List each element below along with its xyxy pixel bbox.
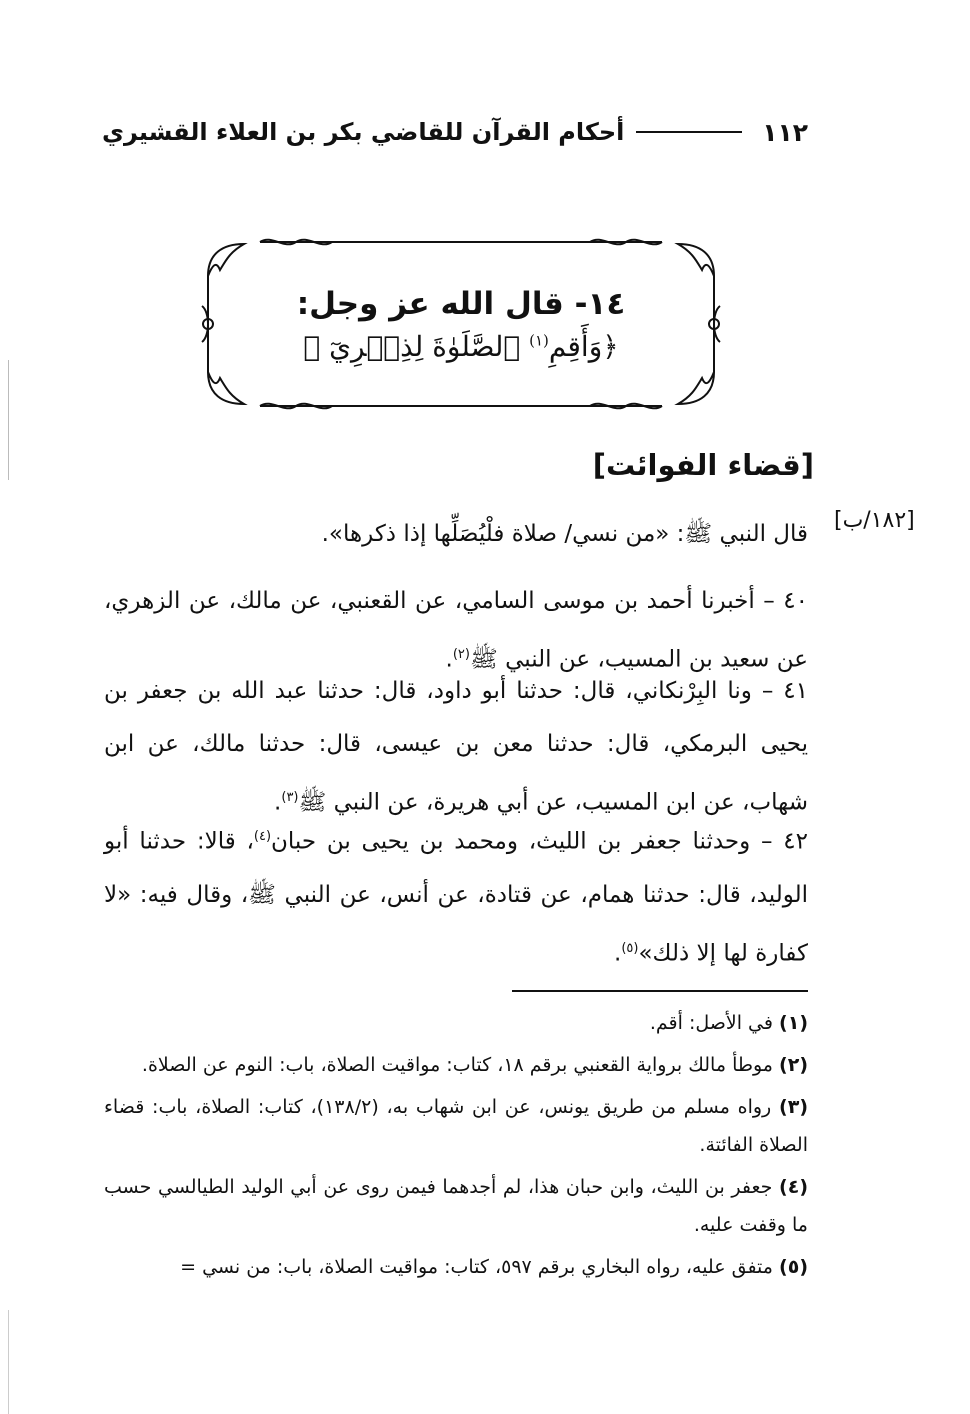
paragraph-text-a: ٤٢ – وحدثنا جعفر بن الليث، ومحمد بن يحيى بن حبان [271, 828, 808, 855]
footnote-item [104, 1168, 808, 1244]
footnote-ref-3: (٣) [281, 790, 299, 805]
paragraph-42: ٤٢ – وحدثنا جعفر بن الليث، ومحمد بن يحيى بن حبان$^{(٤)}$، قالا: حدثنا أبو الوليد، قال: حدثنا همام، عن قتادة، عن أنس، عن النبي ﷺ، وقال فيه: «لا كفارة لها إلا ذلك»$^{(٥)}$. [104, 828, 808, 967]
chapter-content [230, 264, 692, 384]
footnote-text: جعفر بن الليث، وابن حبان هذا، لم أجدهما فيمن روى عن أبي الوليد الطيالسي حسب ما وقفت عليه. [104, 1176, 808, 1236]
quran-verse [303, 330, 618, 363]
footnote-text: في الأصل: أقم. [649, 1012, 773, 1034]
section-title: [قضاء الفوائت] [592, 448, 814, 482]
paragraph-40: ٤٠ – أخبرنا أحمد بن موسى السامي، عن القعنبي، عن مالك، عن الزهري، عن سعيد بن المسيب، عن النبي ﷺ$^{(٢)}$. [104, 588, 808, 673]
page-number: ١١٢ [762, 117, 808, 147]
footnotes [104, 1004, 808, 1290]
footnote-number: (١) [779, 1012, 808, 1034]
book-title: أحكام القرآن للقاضي بكر بن العلاء القشيري [102, 118, 625, 146]
footnote-item [104, 1088, 808, 1164]
footnote-rule [512, 990, 808, 992]
verse-part-1: وَأَقِمِ [548, 329, 603, 363]
footnote-ref-5: (٥) [621, 940, 639, 956]
footnote-number: (٢) [779, 1054, 808, 1076]
running-header [102, 112, 808, 152]
paragraph-41: ٤١ – ونا البِرْنكاني، قال: حدثنا أبو داود، قال: حدثنا عبد الله بن جعفر بن يحيى البرمكي، قال: حدثنا معن بن عيسى، قال: حدثنا مالك، عن ابن شهاب، عن ابن المسيب، عن أبي هريرة، عن النبي ﷺ$^{(٣)}$. [104, 678, 808, 816]
chapter-frame [200, 236, 722, 412]
footnote-text: رواه مسلم من طريق يونس، عن ابن شهاب به، (١٣٨/٢)، كتاب: الصلاة، باب: قضاء الصلاة الفائتة. [104, 1096, 808, 1156]
footnote-number: (٥) [779, 1256, 808, 1278]
header-rule [636, 131, 742, 133]
footnote-number: (٤) [779, 1176, 808, 1198]
paragraph-hadith [104, 508, 808, 561]
footnote-ref-1: (١) [529, 331, 549, 350]
footnote-item [104, 1046, 808, 1084]
verse-part-2: ٱلصَّلَوٰةَ لِذِكۡرِيٓ [329, 329, 521, 363]
paragraph-text: ٤٠ – أخبرنا أحمد بن موسى السامي، عن القعنبي، عن مالك، عن الزهري، عن سعيد بن المسيب، عن النبي ﷺ [104, 588, 808, 673]
footnote-item [104, 1004, 808, 1042]
verse-open-bracket: ﴿ [602, 329, 619, 363]
footnote-number: (٣) [779, 1096, 808, 1118]
paragraph-text: ٤١ – ونا البِرْنكاني، قال: حدثنا أبو داود، قال: حدثنا عبد الله بن جعفر بن يحيى البرمكي، قال: حدثنا معن بن عيسى، قال: حدثنا مالك، عن ابن شهاب، عن ابن المسيب، عن أبي هريرة، عن النبي ﷺ [104, 678, 808, 816]
margin-note: [١٨٢/ب] [834, 508, 915, 533]
chapter-heading: ١٤- قال الله عز وجل: [296, 285, 626, 322]
scan-edge-line [8, 360, 9, 480]
footnote-ref-4: (٤) [253, 829, 272, 844]
paragraph-text: قال النبي ﷺ: «من نسي/ صلاة فلْيُصَلِّها إذا ذكرها». [321, 521, 808, 547]
paragraph-text-b: ، قالا: حدثنا أبو الوليد، قال: حدثنا همام، عن قتادة، عن أنس، عن النبي ﷺ، وقال فيه: «لا كفارة لها إلا ذلك» [104, 828, 808, 967]
footnote-ref-2: (٢) [452, 647, 470, 662]
verse-close-bracket: ﴾ [303, 329, 321, 363]
scan-edge-line [8, 1310, 9, 1414]
footnote-text: موطأ مالك برواية القعنبي برقم ١٨، كتاب: مواقيت الصلاة، باب: النوم عن الصلاة. [141, 1054, 773, 1076]
footnote-item [104, 1248, 808, 1286]
footnote-text: متفق عليه، رواه البخاري برقم ٥٩٧، كتاب: مواقيت الصلاة، باب: من نسي = [180, 1256, 773, 1278]
